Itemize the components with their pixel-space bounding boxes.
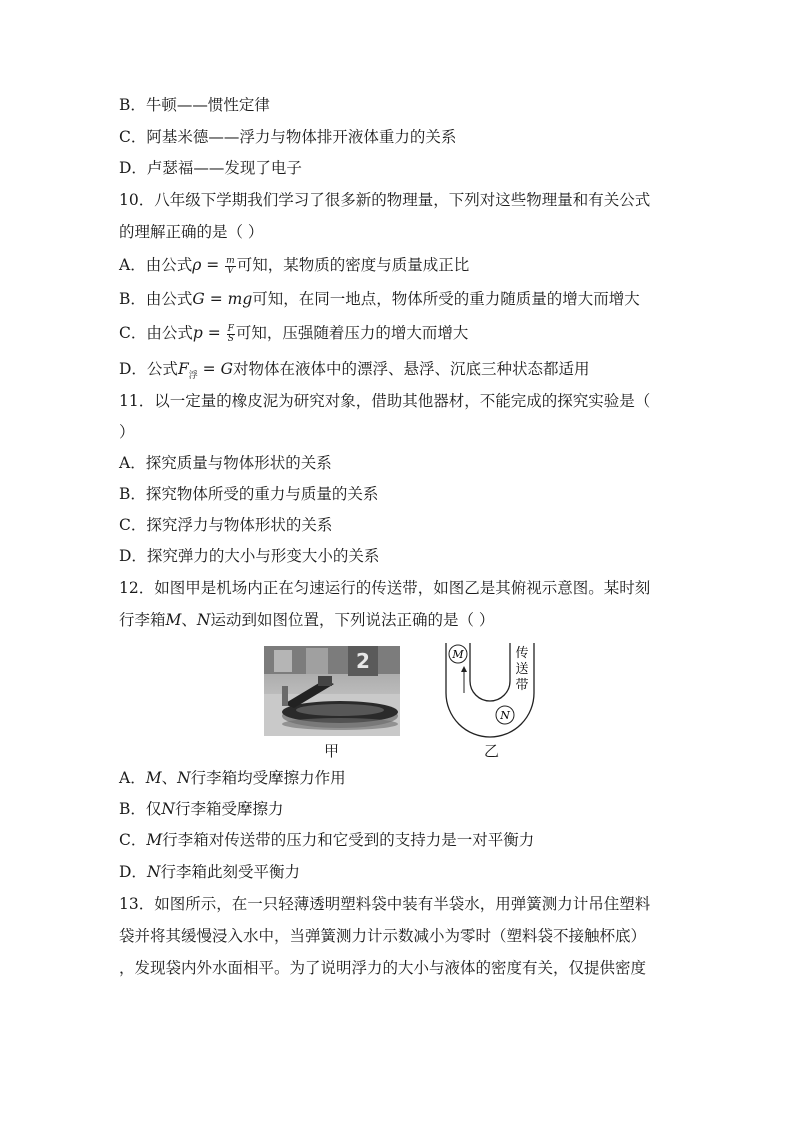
q12-option-b: B．仅N行李箱受摩擦力 (119, 800, 284, 818)
q10-stem-line-2: 的理解正确的是（ ） (119, 223, 264, 241)
carousel-photo (264, 646, 400, 736)
q12-option-d: D．N行李箱此刻受平衡力 (119, 863, 301, 881)
q10-option-d: D．公式$F_浮 = G$对物体在液体中的漂浮、悬浮、沉底三种状态都适用 (119, 360, 590, 382)
q13-line-1: 13．如图所示，在一只轻薄透明塑料袋中装有半袋水，用弹簧测力计吊住塑料 (119, 895, 651, 913)
q10-option-c: C．由公式p = $\frac{F}{S}$ 可知，压强随着压力的增大而增大 (119, 323, 469, 344)
q12-option-a: A．M、N行李箱均受摩擦力作用 (119, 769, 346, 787)
q11-stem-line-2: ） (119, 423, 135, 441)
q11-option-c: C．探究浮力与物体形状的关系 (119, 516, 333, 534)
photo-number-2: 2 (356, 649, 370, 673)
formula-rho: ρ (192, 256, 202, 274)
arrow-head (461, 666, 467, 672)
q10-stem-line-1: 10．八年级下学期我们学习了很多新的物理量，下列对这些物理量和有关公式 (119, 191, 651, 209)
diagram-caption: 乙 (484, 742, 500, 760)
fraction-f-over-s: $\frac{F}{S}$ (227, 323, 234, 344)
fraction-m-over-v: $\frac{m}{V}$ (226, 255, 235, 276)
q12-stem-line-1: 12．如图甲是机场内正在匀速运行的传送带，如图乙是其俯视示意图。某时刻 (119, 579, 651, 597)
q10-option-b: B．由公式G = mg可知，在同一地点，物体所受的重力随质量的增大而增大 (119, 290, 640, 308)
conveyor-diagram (440, 641, 540, 741)
q10-option-a: A．由公式ρ = $\frac{m}{V}$ 可知，某物质的密度与质量成正比 (119, 255, 470, 276)
belt-label-2: 送 (515, 662, 529, 677)
q11-stem-line-1: 11．以一定量的橡皮泥为研究对象，借助其他器材，不能完成的探究实验是（ (119, 392, 651, 410)
q13-line-3: ，发现袋内外水面相平。为了说明浮力的大小与液体的密度有关，仅提供密度 (119, 959, 647, 977)
q13-line-2: 袋并将其缓慢浸入水中，当弹簧测力计示数减小为零时（塑料袋不接触杯底） (119, 927, 647, 945)
q9-option-b: B．牛顿——惯性定律 (119, 96, 270, 114)
q9-option-c: C．阿基米德——浮力与物体排开液体重力的关系 (119, 128, 457, 146)
q11-option-b: B．探究物体所受的重力与质量的关系 (119, 485, 379, 503)
belt-label-3: 带 (515, 678, 529, 693)
carousel-photo-art (264, 646, 400, 736)
q11-option-a: A．探究质量与物体形状的关系 (119, 454, 332, 472)
q12-option-c: C．M行李箱对传送带的压力和它受到的支持力是一对平衡力 (119, 831, 535, 849)
luggage-n-label: N (500, 709, 510, 722)
belt-label-1: 传 (515, 646, 529, 661)
q9-option-d: D．卢瑟福——发现了电子 (119, 159, 302, 177)
q11-option-d: D．探究弹力的大小与形变大小的关系 (119, 547, 380, 565)
q12-stem-line-2: 行李箱M、N运动到如图位置，下列说法正确的是（ ） (119, 611, 495, 629)
luggage-m-label: M (452, 648, 464, 661)
conveyor-diagram-art (440, 641, 540, 741)
photo-caption: 甲 (324, 742, 340, 760)
